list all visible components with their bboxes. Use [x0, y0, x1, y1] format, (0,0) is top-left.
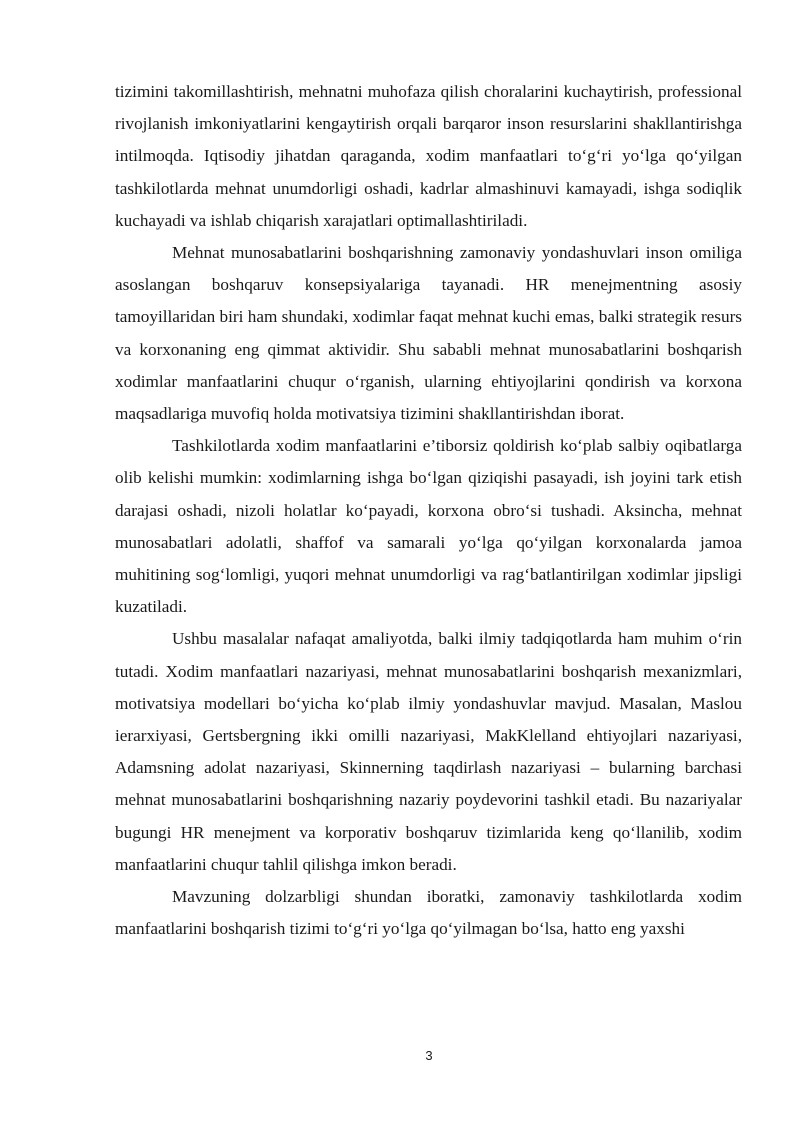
paragraph-relevance: Mavzuning dolzarbligi shundan iboratki, zamonaviy tashkilotlarda xodim manfaatlarini boshqarish tizimi to‘g‘ri yo‘lga qo‘yilmagan bo‘lsa, hatto eng yaxshi — [115, 887, 742, 939]
document-page — [115, 76, 742, 945]
paragraph-continuation: tizimini takomillashtirish, mehnatni muhofaza qilish choralarini kuchaytirish, professional rivojlanish imkoniyatlarini kengaytirish orqali barqaror inson resurslarini shakllantirishga intilmoqda. Iqtisodiy jihatdan qaraganda, xodim manfaatlari to‘g‘ri yo‘lga qo‘yilgan tashkilotlarda mehnat unumdorligi oshadi, kadrlar almashinuvi kamayadi, ishga sodiqlik kuchayadi va ishlab chiqarish xarajatlari optimallashtiriladi. — [115, 82, 742, 230]
paragraph-modern-approaches: Mehnat munosabatlarini boshqarishning zamonaviy yondashuvlari inson omiliga asoslangan boshqaruv konsepsiyalariga tayanadi. HR menejmentning asosiy tamoyillaridan biri ham shundaki, xodimlar faqat mehnat kuchi emas, balki strategik resurs va korxonaning eng qimmat aktividir. Shu sababli mehnat munosabatlarini boshqarish xodimlar manfaatlarini chuqur o‘rganish, ularning ehtiyojlarini qondirish va korxona maqsadlariga muvofiq holda motivatsiya tizimini shakllantirishdan iborat. — [115, 243, 742, 424]
page-number: 3 — [425, 1048, 433, 1063]
paragraph-scientific-theories: Ushbu masalalar nafaqat amaliyotda, balki ilmiy tadqiqotlarda ham muhim o‘rin tutadi. Xodim manfaatlari nazariyasi, mehnat munosabatlarini boshqarish mexanizmlari, motivatsiya modellari bo‘yicha ko‘plab ilmiy yondashuvlar mavjud. Masalan, Maslou ierarxiyasi, Gertsbergning ikki omilli nazariyasi, MakKlelland ehtiyojlari nazariyasi, Adamsning adolat nazariyasi, Skinnerning taqdirlash nazariyasi – bularning barchasi mehnat munosabatlarini boshqarishning nazariy poydevorini tashkil etadi. Bu nazariyalar bugungi HR menejment va korporativ boshqaruv tizimlarida keng qo‘llanilib, xodim manfaatlarini chuqur tahlil qilishga imkon beradi. — [115, 629, 742, 874]
paragraph-negative-consequences: Tashkilotlarda xodim manfaatlarini e’tiborsiz qoldirish ko‘plab salbiy oqibatlarga olib kelishi mumkin: xodimlarning ishga bo‘lgan qiziqishi pasayadi, ish joyini tark etish darajasi oshadi, nizoli holatlar ko‘payadi, korxona obro‘si tushadi. Aksincha, mehnat munosabatlari adolatli, shaffof va samarali yo‘lga qo‘yilgan korxonalarda jamoa muhitining sog‘lomligi, yuqori mehnat unumdorligi va rag‘batlantirilgan xodimlar jipsligi kuzatiladi. — [115, 436, 742, 617]
